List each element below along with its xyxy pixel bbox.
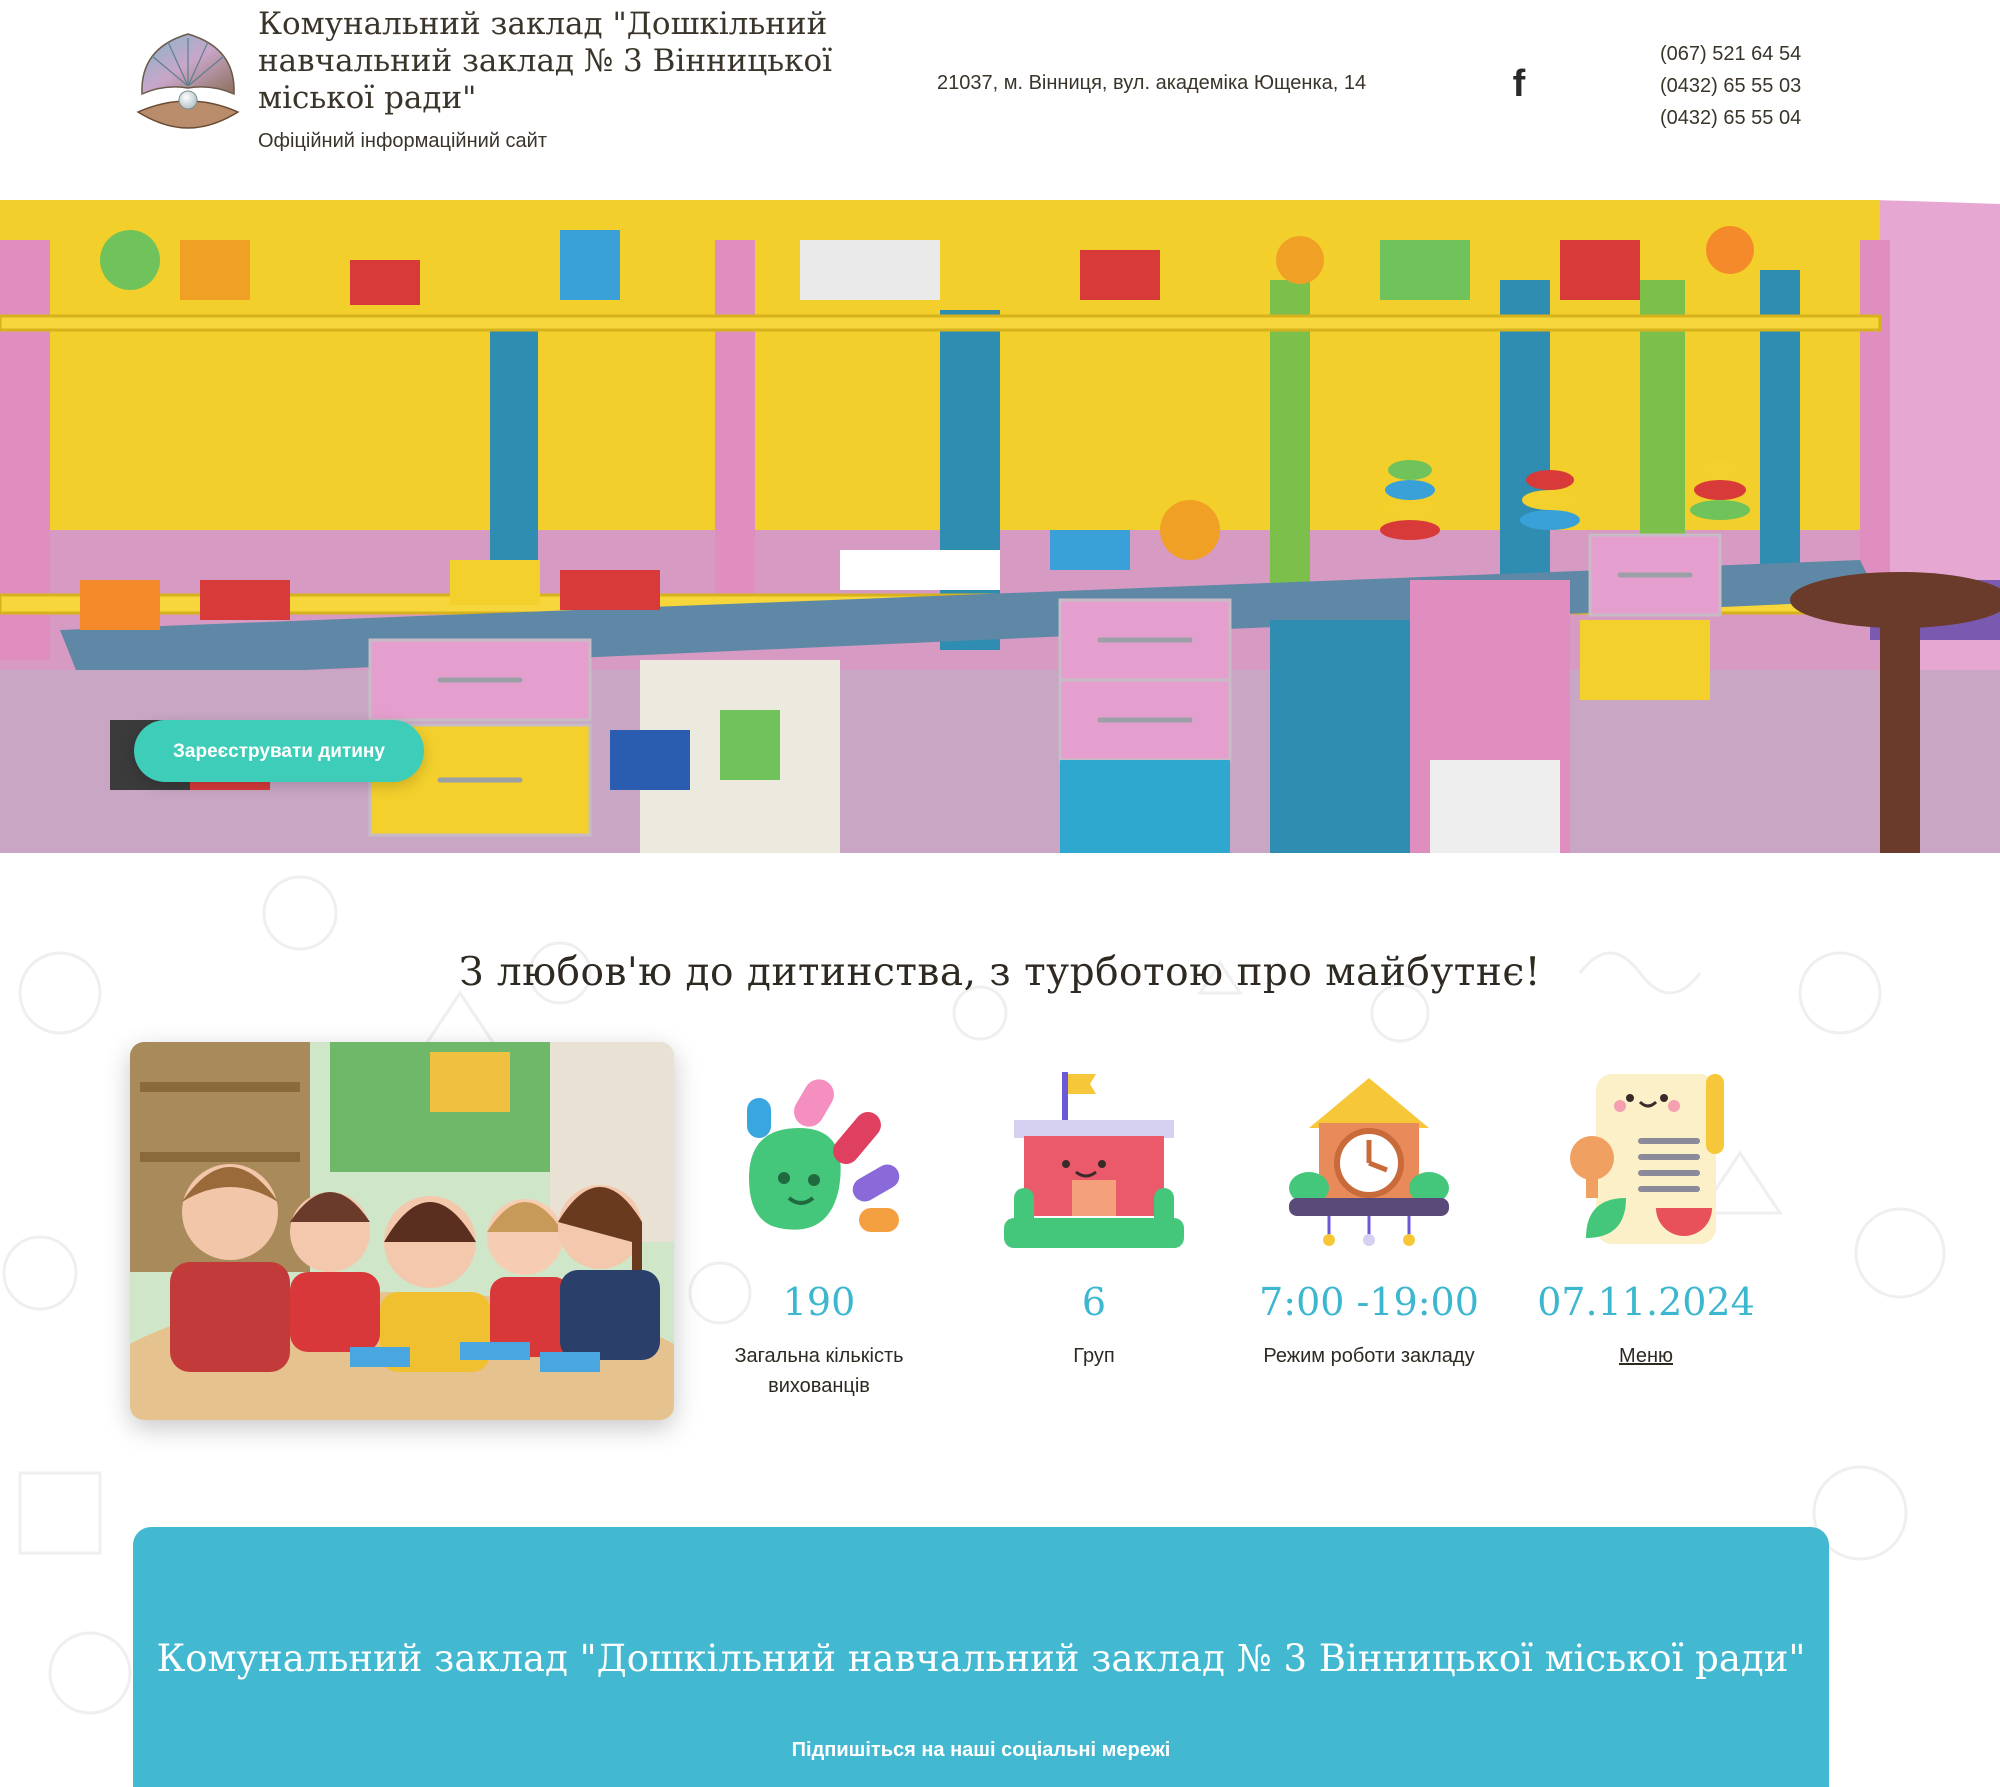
stat-groups (974, 1068, 1214, 1371)
site-header (0, 0, 2000, 205)
pearl-shell-logo[interactable] (132, 28, 244, 140)
menu-link[interactable]: Меню (1618, 1345, 1674, 1367)
address: 21037, м. Вінниця, вул. академіка Ющенка, 14 (937, 72, 1367, 94)
cuckoo-clock-icon (1279, 1068, 1459, 1248)
paint-blob-icon (729, 1068, 909, 1248)
stat-label: Груп (1073, 1345, 1115, 1367)
stat-hours (1249, 1068, 1489, 1371)
stat-value: 190 (782, 1280, 856, 1324)
panel-subtitle: Підпишіться на наші соціальні мережі (791, 1739, 1171, 1761)
phone-number[interactable]: (067) 521 64 54 (1660, 43, 1802, 65)
menu-scroll-icon (1556, 1068, 1736, 1248)
phone-number[interactable]: (0432) 65 55 03 (1660, 75, 1802, 97)
panel-title: Комунальний заклад "Дошкільний навчальний заклад № 3 Вінницької міської ради" (156, 1637, 1806, 1680)
site-subtitle: Офіційний інформаційний сайт (258, 130, 548, 152)
tagline: З любов'ю до дитинства, з турботою про майбутнє! (459, 950, 1541, 995)
stat-label: Загальна кількість вихованців (734, 1345, 904, 1397)
stat-value: 6 (1081, 1280, 1107, 1324)
stat-value: 7:00 -19:00 (1259, 1280, 1479, 1324)
phone-number[interactable]: (0432) 65 55 04 (1660, 107, 1802, 129)
hero-banner (0, 200, 2000, 853)
children-photo (130, 1042, 674, 1420)
children-playing-image (130, 1042, 674, 1420)
stat-children (699, 1068, 939, 1401)
stat-value: 07.11.2024 (1537, 1280, 1755, 1324)
kindergarten-building-icon (1004, 1068, 1184, 1248)
phone-list (1660, 38, 1801, 134)
facebook-icon[interactable]: f (1512, 63, 1526, 105)
site-title[interactable]: Комунальний заклад "Дошкільний навчальний заклад № 3 Вінницької міської ради" (258, 6, 833, 116)
stat-label: Режим роботи закладу (1263, 1345, 1475, 1367)
register-child-button[interactable]: Зареєструвати дитину (134, 720, 424, 782)
info-panel (133, 1527, 1829, 1787)
stat-menu (1526, 1068, 1766, 1371)
